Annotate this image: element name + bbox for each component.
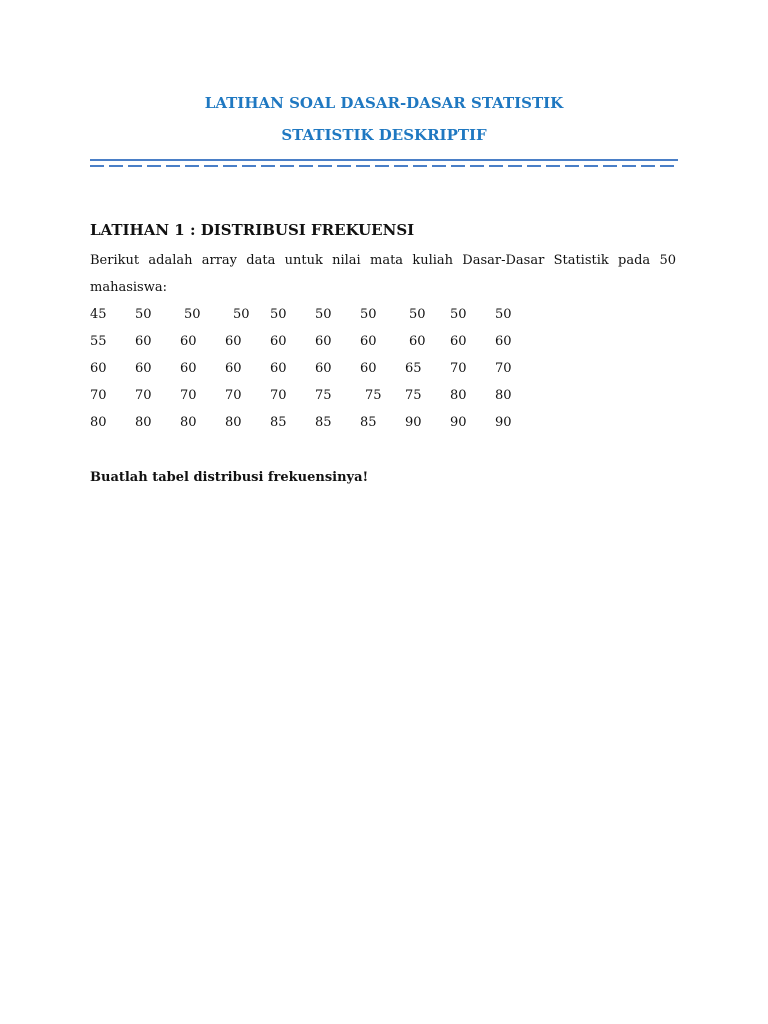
data-value: 60 (315, 334, 332, 349)
data-value: 70 (135, 388, 152, 403)
data-value: 70 (225, 388, 242, 403)
data-value: 90 (405, 415, 422, 430)
exercise-intro-line2: mahasiswa: (90, 280, 167, 295)
data-value: 50 (135, 307, 152, 322)
data-value: 60 (180, 361, 197, 376)
data-value: 60 (495, 334, 512, 349)
data-value: 50 (409, 307, 426, 322)
exercise-intro-line1: Berikut adalah array data untuk nilai mata kuliah Dasar-Dasar Statistik pada 50 (90, 253, 676, 268)
data-value: 80 (450, 388, 467, 403)
data-value: 50 (495, 307, 512, 322)
data-value: 75 (405, 388, 422, 403)
data-value: 90 (450, 415, 467, 430)
data-value: 70 (90, 388, 107, 403)
data-value: 60 (270, 334, 287, 349)
data-value: 50 (270, 307, 287, 322)
data-row (90, 334, 570, 354)
data-value: 75 (365, 388, 382, 403)
document-title: LATIHAN SOAL DASAR-DASAR STATISTIK (204, 94, 564, 112)
data-value: 85 (270, 415, 287, 430)
data-row (90, 415, 570, 435)
data-value: 60 (360, 334, 377, 349)
data-value: 50 (315, 307, 332, 322)
document-subtitle: STATISTIK DESKRIPTIF (281, 126, 487, 144)
data-value: 70 (495, 361, 512, 376)
data-value: 80 (225, 415, 242, 430)
data-row (90, 388, 570, 408)
data-value: 60 (409, 334, 426, 349)
data-row (90, 307, 570, 327)
data-value: 50 (360, 307, 377, 322)
data-value: 85 (360, 415, 377, 430)
data-value: 50 (450, 307, 467, 322)
data-value: 85 (315, 415, 332, 430)
data-value: 45 (90, 307, 107, 322)
data-value: 70 (450, 361, 467, 376)
data-value: 60 (225, 334, 242, 349)
data-value: 60 (450, 334, 467, 349)
title-divider-dashed (90, 165, 678, 167)
data-value: 70 (270, 388, 287, 403)
data-value: 70 (180, 388, 197, 403)
data-value: 60 (360, 361, 377, 376)
data-value: 60 (180, 334, 197, 349)
data-value: 60 (225, 361, 242, 376)
data-value: 60 (315, 361, 332, 376)
data-value: 80 (135, 415, 152, 430)
data-value: 75 (315, 388, 332, 403)
data-value: 80 (180, 415, 197, 430)
data-value: 50 (233, 307, 250, 322)
data-value: 65 (405, 361, 422, 376)
data-value: 60 (90, 361, 107, 376)
exercise-instruction: Buatlah tabel distribusi frekuensinya! (90, 470, 369, 485)
data-value: 60 (270, 361, 287, 376)
data-value: 60 (135, 361, 152, 376)
title-divider-solid (90, 159, 678, 161)
data-value: 80 (495, 388, 512, 403)
data-value: 55 (90, 334, 107, 349)
data-row (90, 361, 570, 381)
data-value: 50 (184, 307, 201, 322)
data-value: 80 (90, 415, 107, 430)
data-value: 90 (495, 415, 512, 430)
exercise-heading: LATIHAN 1 : DISTRIBUSI FREKUENSI (90, 221, 415, 239)
data-value: 60 (135, 334, 152, 349)
